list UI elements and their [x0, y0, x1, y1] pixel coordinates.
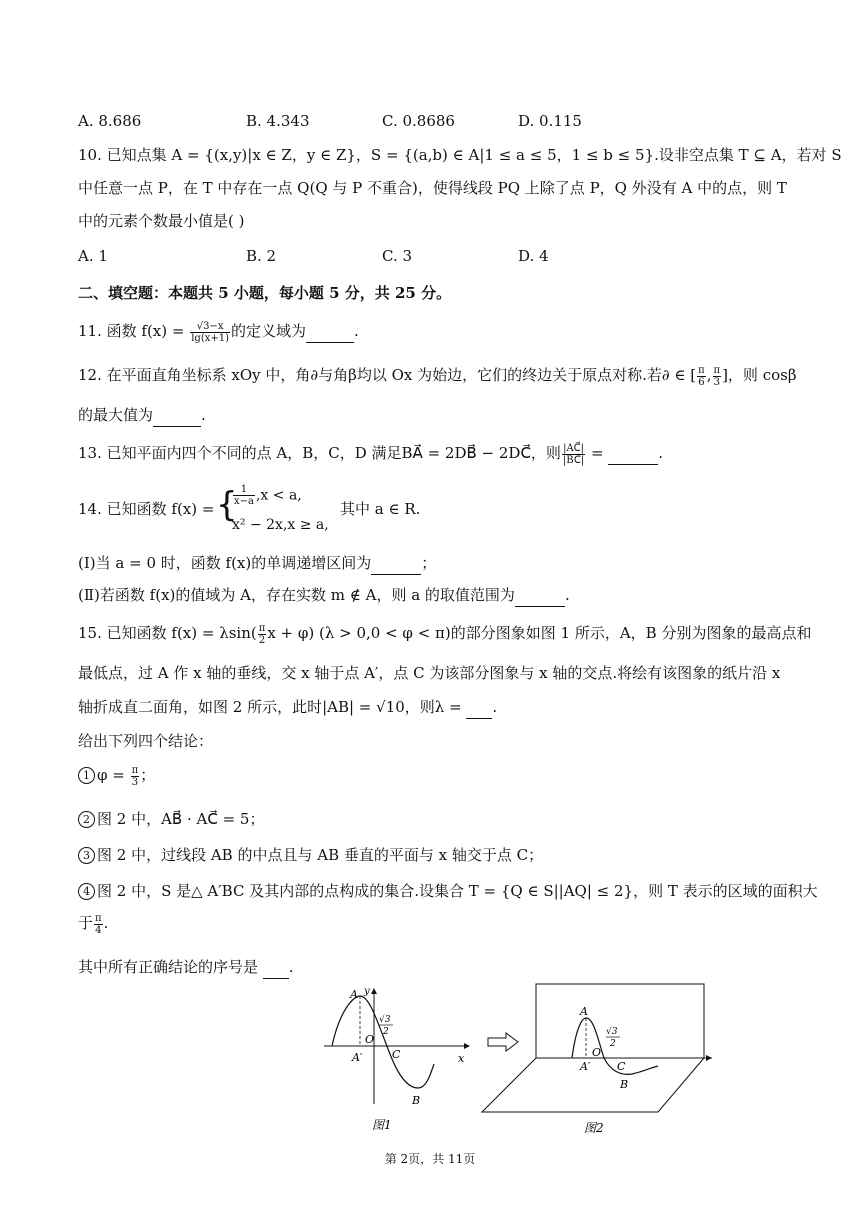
q15-text-a: 15. 已知函数 f(x) = λsin( — [78, 624, 257, 642]
q15-c1-end: ； — [140, 766, 156, 784]
q15-c4b-frac — [94, 913, 103, 936]
fig2-lower-curve — [604, 1058, 658, 1074]
fig2-sqrt3: √3 — [606, 1027, 618, 1037]
q12-line1: 12. 在平面直角坐标系 xOy 中，角∂与角β均以 Ox 为始边，它们的终边关于原点对称.若∂ ∈ [ $\frac{\pi}{6}$ , $\frac{\pi}{3}$ ]，则 cosβ — [78, 364, 797, 388]
circled-number-2: 2 — [78, 811, 95, 828]
fig2-label-c: C — [617, 1060, 626, 1073]
q15-text-b: x + φ) (λ > 0,0 < φ < π)的部分图象如图 1 所示，A，B 分别为图象的最高点和 — [267, 624, 812, 642]
q12-frac1 — [697, 365, 706, 388]
q15-conclusion-4-cont — [78, 912, 800, 936]
figure-2 — [476, 980, 720, 1138]
q14-part1-blank[interactable] — [371, 552, 421, 575]
q9-option-b: B. 4.343 — [246, 112, 310, 130]
q15-line1 — [78, 622, 812, 646]
q10-line3: 中的元素个数最小值是( ) — [78, 212, 245, 230]
q11-num: √3−x — [190, 321, 230, 333]
q13-den: |BC⃗| — [562, 454, 585, 466]
q14-part1-text: (Ⅰ)当 a = 0 时，函数 f(x)的单调递增区间为 — [78, 554, 372, 572]
q15-answer-blank[interactable] — [263, 956, 289, 979]
circled-number-1: 1 — [78, 767, 95, 784]
q13-prefix: 13. 已知平面内四个不同的点 A，B，C，D 满足BA⃗ = 2DB⃗ − 2DC⃗，则 — [78, 444, 561, 462]
q11 — [78, 320, 800, 344]
q12-frac1-num: π — [698, 364, 705, 376]
q10-option-a: A. 1 — [78, 247, 108, 265]
q14-part2 — [78, 584, 800, 607]
q9-option-d: D. 0.115 — [518, 112, 582, 130]
q15-c4b-text: 于 — [78, 914, 94, 932]
q13-mid: = — [586, 444, 609, 462]
q9-option-a: A. 8.686 — [78, 112, 142, 130]
q13-fraction — [562, 443, 585, 466]
q14-part2-end: . — [564, 586, 570, 604]
q14-case1 — [232, 484, 302, 507]
q15-c2-text: 图 2 中，AB⃗ · AC⃗ = 5； — [97, 810, 265, 828]
q11-prefix: 11. 函数 f(x) = — [78, 322, 190, 340]
page-footer: 第 2页，共 11页 — [384, 1152, 476, 1166]
q14-case1-cond: ,x < a, — [255, 487, 302, 504]
section-heading: 二、填空题：本题共 5 小题，每小题 5 分，共 25 分。 — [78, 284, 452, 302]
fig1-label-o: O — [365, 1033, 375, 1046]
q12-end: . — [201, 406, 206, 424]
fig1-two: 2 — [383, 1027, 389, 1037]
q14-suffix: 其中 a ∈ R. — [340, 500, 421, 518]
q15-conclusion-4 — [78, 880, 818, 902]
q13 — [78, 442, 800, 466]
fig2-label-a: A — [580, 1005, 588, 1018]
fig1-y-arrow — [371, 988, 377, 994]
fig2-label-b: B — [620, 1078, 629, 1091]
q15-last-end: . — [288, 958, 294, 976]
q15-c1-frac — [131, 765, 140, 788]
fig2-caption: 图2 — [584, 1121, 604, 1135]
q15-c3-text: 图 2 中，过线段 AB 的中点且与 AB 垂直的平面与 x 轴交于点 C； — [97, 846, 544, 864]
q12-frac2-den: 3 — [713, 376, 720, 388]
fig2-x-arrow — [706, 1055, 712, 1061]
q11-fraction — [190, 321, 230, 344]
fig1-caption: 图1 — [372, 1118, 392, 1132]
q11-answer-blank[interactable] — [306, 320, 354, 343]
q12-frac2-num: π — [713, 364, 721, 376]
q14-part1 — [78, 552, 800, 575]
fig2-two: 2 — [610, 1039, 616, 1049]
fig2-horizontal-plane — [482, 1058, 704, 1112]
q12-text-a: 12. 在平面直角坐标系 xOy 中，角∂与角β均以 Ox 为始边，它们的终边关于原点对称.若∂ ∈ [ — [78, 366, 697, 384]
q15-c1-num: π — [131, 764, 139, 776]
q15-line3-text: 轴折成直二面角，如图 2 所示，此时|AB| = √10，则λ = — [78, 698, 467, 716]
q14-part2-blank[interactable] — [515, 584, 565, 607]
fig1-x-arrow — [464, 1043, 470, 1049]
q15-last-line — [78, 956, 800, 979]
q10-option-b: B. 2 — [246, 247, 277, 265]
q10-line1: 10. 已知点集 A = {(x,y)|x ∈ Z，y ∈ Z}，S = {(a,b) ∈ A|1 ≤ a ≤ 5，1 ≤ b ≤ 5}.设非空点集 T ⊆ A，若对 S — [78, 146, 842, 164]
q11-den: lg(x+1) — [191, 332, 230, 344]
q12-frac2 — [713, 365, 722, 388]
q11-suffix: 的定义域为 — [231, 322, 307, 340]
q12-frac1-den: 6 — [698, 376, 705, 388]
q14-brace: { — [216, 485, 238, 525]
q11-end: . — [354, 322, 359, 340]
circled-number-3: 3 — [78, 847, 95, 864]
q13-end: . — [658, 444, 664, 462]
fig1-label-b: B — [412, 1094, 421, 1107]
q12-line2 — [78, 404, 800, 427]
q15-conclusion-1 — [78, 764, 800, 788]
q15-c1-text: φ = — [97, 766, 130, 784]
q14-case1-den: x−a — [234, 496, 254, 507]
fig1-label-a-prime: A′ — [352, 1051, 363, 1064]
q10-option-c: C. 3 — [382, 247, 413, 265]
figure-1 — [318, 984, 474, 1134]
q15-line2: 最低点，过 A 作 x 轴的垂线，交 x 轴于点 A′，点 C 为该部分图象与 x 轴的交点.将绘有该图象的纸片沿 x — [78, 664, 781, 682]
fig1-curve — [332, 996, 434, 1088]
q15-c4b-den: 4 — [95, 924, 102, 936]
q15-conclusion-3 — [78, 844, 800, 866]
q15-c4b-end: . — [103, 914, 109, 932]
q15-c4b-num: π — [95, 912, 102, 924]
q12-text-b: ]，则 cosβ — [722, 366, 797, 384]
q15-lambda-blank[interactable] — [466, 696, 492, 719]
q15-frac-den: 2 — [258, 634, 266, 646]
q14-case2: x² − 2x,x ≥ a, — [232, 517, 329, 533]
q15-frac-num: π — [258, 622, 266, 634]
q10-option-d: D. 4 — [518, 247, 549, 265]
fig1-sqrt3: √3 — [379, 1015, 391, 1025]
q15-c4-text: 图 2 中，S 是△ A′BC 及其内部的点构成的集合.设集合 T = {Q ∈ S||AQ| ≤ 2}，则 T 表示的区域的面积大 — [97, 882, 818, 900]
fig1-label-c: C — [392, 1048, 401, 1061]
fig2-label-o: O — [592, 1046, 602, 1059]
q12-line2-text: 的最大值为 — [78, 406, 154, 424]
q14-part2-text: (Ⅱ)若函数 f(x)的值域为 A，存在实数 m ∉ A，则 a 的取值范围为 — [78, 586, 515, 604]
q15-conclusion-2 — [78, 808, 800, 830]
q15-line3-end: . — [492, 698, 498, 716]
q12-answer-blank[interactable] — [153, 404, 201, 427]
q15-last-text: 其中所有正确结论的序号是 — [78, 958, 263, 976]
fig2-label-a-prime: A′ — [580, 1060, 591, 1073]
q15-frac — [258, 623, 267, 646]
q10-line2: 中任意一点 P，在 T 中存在一点 Q(Q 与 P 不重合)，使得线段 PQ 上除了点 P，Q 外没有 A 中的点，则 T — [78, 179, 787, 197]
fig1-y-label: y — [364, 986, 370, 997]
q13-answer-blank[interactable] — [608, 442, 658, 465]
q14-case1-num: 1 — [233, 484, 255, 496]
q14-part1-end: ； — [421, 554, 437, 572]
q15-line4: 给出下列四个结论： — [78, 732, 214, 750]
q15-line3 — [78, 696, 800, 719]
circled-number-4: 4 — [78, 883, 95, 900]
q14-prefix: 14. 已知函数 f(x) = — [78, 500, 215, 518]
q13-num: |AC⃗| — [563, 442, 585, 454]
q15-c1-den: 3 — [131, 776, 139, 788]
fig1-x-label: x — [458, 1052, 465, 1065]
fig2-vertical-plane — [536, 984, 704, 1058]
q9-option-c: C. 0.8686 — [382, 112, 455, 130]
fig1-label-a: A — [350, 988, 358, 1001]
q14-case1-frac — [233, 484, 255, 507]
